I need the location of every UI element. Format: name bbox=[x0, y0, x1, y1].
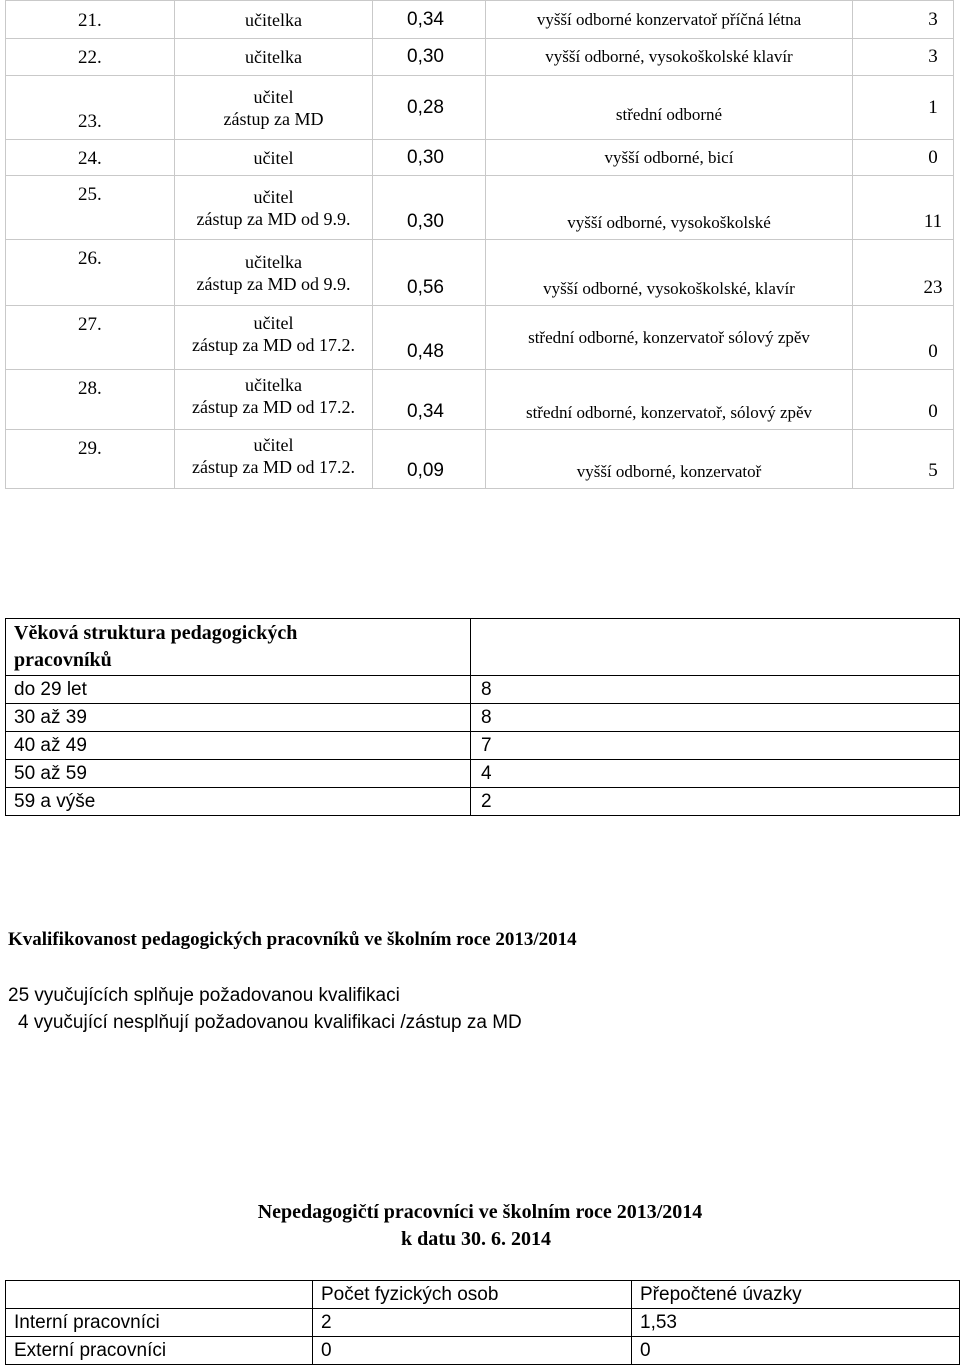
age-label: 40 až 49 bbox=[6, 732, 471, 760]
row-role: učitel zástup za MD od 17.2. bbox=[175, 306, 373, 370]
age-structure-title: Věková struktura pedagogických pracovníků bbox=[6, 619, 471, 676]
row-number: 29. bbox=[6, 430, 175, 489]
age-label: 30 až 39 bbox=[6, 704, 471, 732]
table-row bbox=[6, 788, 960, 816]
table-row bbox=[6, 370, 954, 430]
row-fte: 0,30 bbox=[373, 176, 486, 240]
row-education: střední odborné, konzervatoř, sólový zpěv bbox=[486, 370, 853, 430]
age-table-header-row bbox=[6, 619, 960, 676]
qualification-title: Kvalifikovanost pedagogických pracovníků ve školním roce 2013/2014 bbox=[8, 929, 577, 950]
row-number: 24. bbox=[6, 140, 175, 176]
row-number: 28. bbox=[6, 370, 175, 430]
age-value: 2 bbox=[471, 788, 960, 816]
age-value: 7 bbox=[471, 732, 960, 760]
row-fte: 0,34 bbox=[373, 370, 486, 430]
row-education: vyšší odborné, konzervatoř bbox=[486, 430, 853, 489]
row-education: vyšší odborné, bicí bbox=[486, 140, 853, 176]
table-row bbox=[6, 732, 960, 760]
table-row bbox=[6, 676, 960, 704]
table-row bbox=[6, 306, 954, 370]
row-fte: 1,53 bbox=[632, 1309, 960, 1337]
age-structure-table bbox=[5, 618, 960, 816]
row-education: vyšší odborné konzervatoř příčná létna bbox=[486, 1, 853, 39]
row-fte: 0,48 bbox=[373, 306, 486, 370]
row-count: 1 bbox=[853, 76, 954, 140]
header-cell-fte: Přepočtené úvazky bbox=[632, 1281, 960, 1309]
row-role: učitel zástup za MD bbox=[175, 76, 373, 140]
row-education: střední odborné bbox=[486, 76, 853, 140]
age-header-empty-cell bbox=[471, 619, 960, 676]
non-pedagogical-title: Nepedagogičtí pracovníci ve školním roce 2013/2014 bbox=[257, 1201, 703, 1223]
row-role: učitelka bbox=[175, 1, 373, 39]
table-row bbox=[6, 76, 954, 140]
non-pedagogical-table bbox=[5, 1280, 960, 1365]
header-cell-headcount: Počet fyzických osob bbox=[313, 1281, 632, 1309]
table-row bbox=[6, 176, 954, 240]
non-pedagogical-subtitle: k datu 30. 6. 2014 bbox=[400, 1228, 552, 1250]
age-label: 50 až 59 bbox=[6, 760, 471, 788]
row-fte: 0,28 bbox=[373, 76, 486, 140]
table-row bbox=[6, 39, 954, 76]
row-headcount: 0 bbox=[313, 1337, 632, 1365]
table-row bbox=[6, 760, 960, 788]
row-headcount: 2 bbox=[313, 1309, 632, 1337]
table-row bbox=[6, 704, 960, 732]
row-role: učitel zástup za MD od 17.2. bbox=[175, 430, 373, 489]
row-fte: 0,30 bbox=[373, 140, 486, 176]
row-fte: 0,34 bbox=[373, 1, 486, 39]
row-fte: 0,30 bbox=[373, 39, 486, 76]
staff-table bbox=[5, 0, 954, 489]
qualification-line-unqualified: 4 vyučující nesplňují požadovanou kvalifikaci /zástup za MD bbox=[18, 1012, 522, 1033]
row-count: 3 bbox=[853, 39, 954, 76]
row-fte: 0,09 bbox=[373, 430, 486, 489]
row-fte: 0,56 bbox=[373, 240, 486, 306]
row-number: 25. bbox=[6, 176, 175, 240]
row-count: 5 bbox=[853, 430, 954, 489]
row-role: učitel bbox=[175, 140, 373, 176]
row-count: 3 bbox=[853, 1, 954, 39]
row-education: vyšší odborné, vysokoškolské klavír bbox=[486, 39, 853, 76]
row-number: 22. bbox=[6, 39, 175, 76]
table-header-row bbox=[6, 1281, 960, 1309]
table-row bbox=[6, 1337, 960, 1365]
row-fte: 0 bbox=[632, 1337, 960, 1365]
row-number: 23. bbox=[6, 76, 175, 140]
row-role: učitelka bbox=[175, 39, 373, 76]
header-cell-empty bbox=[6, 1281, 313, 1309]
row-education: střední odborné, konzervatoř sólový zpěv bbox=[486, 306, 853, 370]
qualification-line-qualified: 25 vyučujících splňuje požadovanou kvalifikaci bbox=[8, 985, 400, 1006]
table-row bbox=[6, 1309, 960, 1337]
row-label: Interní pracovníci bbox=[6, 1309, 313, 1337]
row-count: 11 bbox=[853, 176, 954, 240]
row-role: učitel zástup za MD od 9.9. bbox=[175, 176, 373, 240]
table-row bbox=[6, 140, 954, 176]
age-label: do 29 let bbox=[6, 676, 471, 704]
row-number: 27. bbox=[6, 306, 175, 370]
row-education: vyšší odborné, vysokoškolské, klavír bbox=[486, 240, 853, 306]
row-education: vyšší odborné, vysokoškolské bbox=[486, 176, 853, 240]
age-value: 8 bbox=[471, 676, 960, 704]
table-row bbox=[6, 1, 954, 39]
table-row bbox=[6, 240, 954, 306]
age-label: 59 a výše bbox=[6, 788, 471, 816]
row-role: učitelka zástup za MD od 9.9. bbox=[175, 240, 373, 306]
row-number: 26. bbox=[6, 240, 175, 306]
row-count: 23 bbox=[853, 240, 954, 306]
age-value: 8 bbox=[471, 704, 960, 732]
row-role: učitelka zástup za MD od 17.2. bbox=[175, 370, 373, 430]
row-count: 0 bbox=[853, 370, 954, 430]
table-row bbox=[6, 430, 954, 489]
row-label: Externí pracovníci bbox=[6, 1337, 313, 1365]
row-count: 0 bbox=[853, 306, 954, 370]
row-count: 0 bbox=[853, 140, 954, 176]
age-value: 4 bbox=[471, 760, 960, 788]
row-number: 21. bbox=[6, 1, 175, 39]
